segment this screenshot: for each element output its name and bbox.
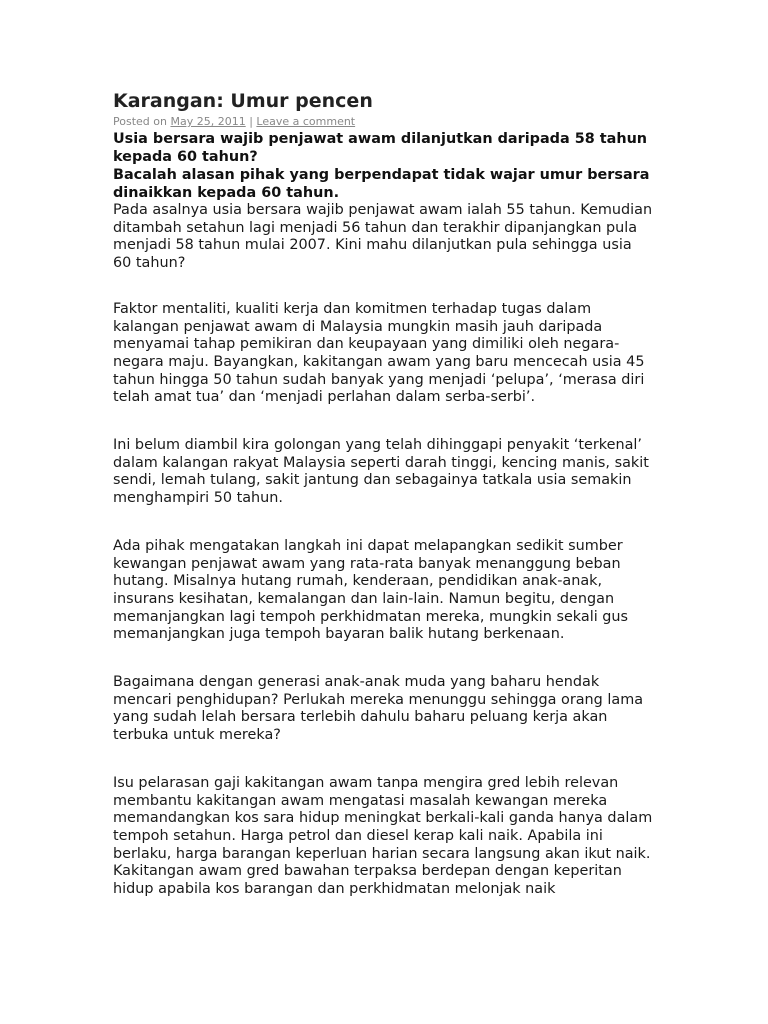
paragraph-4: Ada pihak mengatakan langkah ini dapat melapangkan sedikit sumber kewangan penjawat awam yang rata-rata banyak menanggung beban hutang. Misalnya hutang rumah, kenderaan, pendidikan anak-anak, insurans kesihatan, kemalangan dan lain-lain. Namun begitu, dengan memanjangkan lagi tempoh perkhidmatan mereka, mungkin sekali gus memanjangkan juga tempoh bayaran balik hutang berkenaan. — [113, 537, 629, 643]
article — [113, 88, 653, 929]
paragraph-3: Ini belum diambil kira golongan yang telah dihinggapi penyakit ‘terkenal’ dalam kalangan rakyat Malaysia seperti darah tinggi, kencing manis, sakit sendi, lemah tulang, sakit jantung dan sebagainya tatkala usia semakin menghampiri 50 tahun. — [113, 437, 649, 507]
posted-on-label: Posted on — [113, 115, 171, 128]
post-meta — [113, 115, 653, 128]
question-line-1: Usia bersara wajib penjawat awam dilanjutkan daripada 58 tahun kepada 60 tahun? — [113, 131, 648, 165]
question-line-2: Bacalah alasan pihak yang berpendapat tidak wajar umur bersara dinaikkan kepada 60 tahun. — [113, 167, 650, 201]
meta-separator: | — [245, 115, 257, 128]
article-title: Karangan: Umur pencen — [113, 90, 373, 112]
paragraph-5: Bagaimana dengan generasi anak-anak muda yang baharu hendak mencari penghidupan? Perlukah mereka menunggu sehingga orang lama yang sudah lelah bersara terlebih dahulu baharu peluang kerja akan terbuka untuk mereka? — [113, 674, 644, 744]
leave-comment-link[interactable]: Leave a comment — [256, 115, 356, 128]
post-date-link[interactable]: May 25, 2011 — [170, 115, 246, 128]
paragraph-1: Pada asalnya usia bersara wajib penjawat awam ialah 55 tahun. Kemudian ditambah setahun lagi menjadi 56 tahun dan terakhir dipanjangkan pula menjadi 58 tahun mulai 2007. Kini mahu dilanjutkan pula sehingga usia 60 tahun? — [113, 202, 653, 272]
paragraph-6: Isu pelarasan gaji kakitangan awam tanpa mengira gred lebih relevan membantu kakitangan awam mengatasi masalah kewangan mereka memandangkan kos sara hidup meningkat berkali-kali ganda hanya dalam tempoh setahun. Harga petrol dan diesel kerap kali naik. Apabila ini berlaku, harga barangan keperluan harian secara langsung akan ikut naik. Kakitangan awam gred bawahan terpaksa berdepan dengan keperitan hidup apabila kos barangan dan perkhidmatan melonjak naik — [113, 774, 653, 898]
paragraph-2: Faktor mentaliti, kualiti kerja dan komitmen terhadap tugas dalam kalangan penjawat awam di Malaysia mungkin masih jauh daripada menyamai tahap pemikiran dan keupayaan yang dimiliki oleh negara-negara maju. Bayangkan, kakitangan awam yang baru mencecah usia 45 tahun hingga 50 tahun sudah banyak yang menjadi ‘pelupa’, ‘merasa diri telah amat tua’ dan ‘menjadi perlahan dalam serba-serbi’. — [113, 300, 645, 406]
